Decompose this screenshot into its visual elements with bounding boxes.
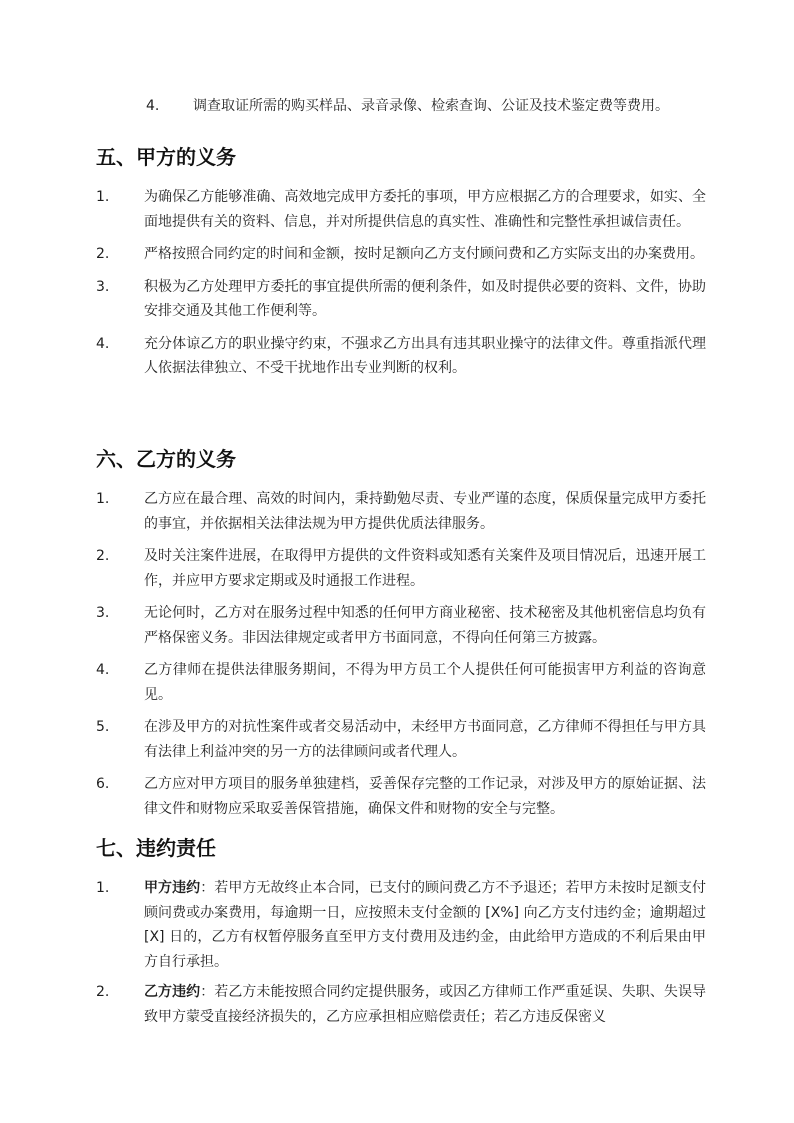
list-text: 充分体谅乙方的职业操守约束，不强求乙方出具有违其职业操守的法律文件。尊重指派代理人依据法律独立、不受干扰地作出专业判断的权利。 [144,335,706,376]
list-item [96,487,706,536]
list-number: 4. [96,335,110,352]
list-number: 2. [96,984,110,1000]
list-number: 2. [96,548,110,564]
list-number: 5. [96,719,110,735]
list-item [96,544,706,593]
section-breach-liability [96,834,706,1029]
list-number: 6. [96,776,110,792]
section-heading: 五、甲方的义务 [96,145,236,169]
list-number: 1. [96,491,110,507]
list-text: ：若乙方未能按照合同约定提供服务，或因乙方律师工作严重延误、失职、失误导致甲方蒙受直接经济损失的，乙方应承担相应赔偿责任；若乙方违反保密义 [144,984,707,1025]
section-heading: 七、违约责任 [96,836,216,860]
list-number: 3. [96,278,110,295]
list-text: 乙方律师在提供法律服务期间，不得为甲方员工个人提供任何可能损害甲方利益的咨询意见。 [144,662,706,703]
list-text: 积极为乙方处理甲方委托的事宜提供所需的便利条件，如及时提供必要的资料、文件，协助安排交通及其他工作便利等。 [144,278,706,319]
section-party-b-obligations [96,445,706,821]
list-number: 2. [96,246,110,262]
list-item [96,601,706,650]
list-number: 1. [96,880,110,896]
intro-list-item [146,96,706,116]
list-item [96,332,706,381]
list-text: 为确保乙方能够准确、高效地完成甲方委托的事项，甲方应根据乙方的合理要求，如实、全面地提供有关的资料、信息，并对所提供信息的真实性、准确性和完整性承担诚信责任。 [144,189,706,230]
list-item [96,185,706,234]
list-number: 3. [96,605,110,621]
list-item [96,242,706,267]
list-item [96,275,706,324]
list-text: 乙方应在最合理、高效的时间内，秉持勤勉尽责、专业严谨的态度，保质保量完成甲方委托的事宜，并依据相关法律法规为甲方提供优质法律服务。 [144,491,706,532]
list-number: 1. [96,189,110,205]
clause-lead: 乙方违约 [144,984,201,1000]
section-party-a-obligations [96,143,706,381]
list-text: 在涉及甲方的对抗性案件或者交易活动中，未经甲方书面同意，乙方律师不得担任与甲方具有法律上利益冲突的另一方的法律顾问或者代理人。 [144,719,706,760]
list-item [96,980,706,1029]
obligation-list [96,185,706,381]
list-text: 严格按照合同约定的时间和金额，按时足额向乙方支付顾问费和乙方实际支出的办案费用。 [144,246,704,262]
list-number: 4. [96,662,110,678]
list-text: 调查取证所需的购买样品、录音录像、检索查询、公证及技术鉴定费等费用。 [193,98,669,114]
clause-lead: 甲方违约 [144,880,201,896]
list-item [96,658,706,707]
list-text: 无论何时，乙方对在服务过程中知悉的任何甲方商业秘密、技术秘密及其他机密信息均负有严格保密义务。非因法律规定或者甲方书面同意，不得向任何第三方披露。 [144,605,706,646]
list-item [96,772,706,821]
liability-list [96,876,706,1029]
list-number: 4. [146,98,160,114]
list-text-wrapper [144,876,706,974]
list-text-wrapper [144,980,706,1029]
list-text: ：若甲方无故终止本合同，已支付的顾问费乙方不予退还；若甲方未按时足额支付顾问费或办案费用，每逾期一日，应按照未支付金额的 [X%] 向乙方支付违约金；逾期超过 [X] 日的，乙方有权暂停服务直至甲方支付费用及违约金，由此给甲方造成的不利后果由甲方自行承担。 [144,880,707,970]
list-text: 乙方应对甲方项目的服务单独建档，妥善保存完整的工作记录，对涉及甲方的原始证据、法律文件和财物应采取妥善保管措施，确保文件和财物的安全与完整。 [144,776,706,817]
section-heading: 六、乙方的义务 [96,447,236,471]
obligation-list [96,487,706,821]
list-item [96,715,706,764]
list-text: 及时关注案件进展，在取得甲方提供的文件资料或知悉有关案件及项目情况后，迅速开展工作，并应甲方要求定期或及时通报工作进程。 [144,548,706,589]
list-item [96,876,706,974]
